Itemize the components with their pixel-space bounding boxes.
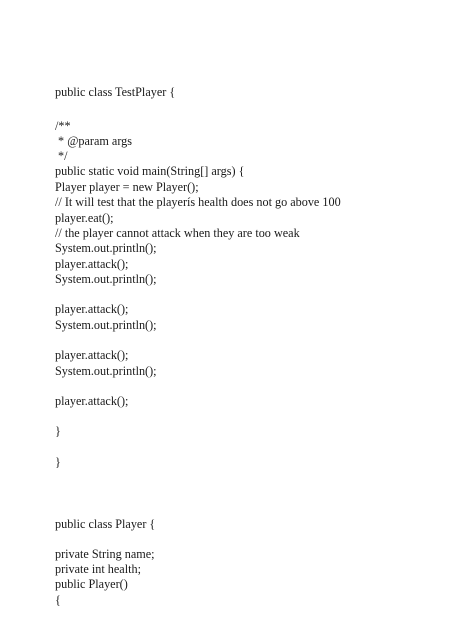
code-line-println: System.out.println(); <box>55 318 157 332</box>
code-line-attack: player.attack(); <box>55 257 129 271</box>
code-line-javadoc-close: */ <box>55 149 68 163</box>
code-line-attack: player.attack(); <box>55 348 129 362</box>
code-line-open-brace: { <box>55 593 61 607</box>
code-line-closing-brace: } <box>55 424 61 438</box>
code-line-field-health: private int health; <box>55 562 141 576</box>
code-line-constructor: public Player() <box>55 577 128 591</box>
code-line-main-signature: public static void main(String[] args) { <box>55 164 245 178</box>
code-line-javadoc-param: * @param args <box>55 134 132 148</box>
code-line-comment-weak: // the player cannot attack when they are too weak <box>55 226 300 240</box>
code-line-comment-health: // It will test that the playerís health does not go above 100 <box>55 195 341 209</box>
code-line-println: System.out.println(); <box>55 241 157 255</box>
code-line-closing-brace: } <box>55 455 61 469</box>
code-line-class-player: public class Player { <box>55 517 156 531</box>
code-line-attack: player.attack(); <box>55 394 129 408</box>
code-line-println: System.out.println(); <box>55 272 157 286</box>
code-line-field-name: private String name; <box>55 547 155 561</box>
code-line-new-player: Player player = new Player(); <box>55 180 199 194</box>
code-line-javadoc-open: /** <box>55 119 71 133</box>
code-line-class-testplayer: public class TestPlayer { <box>55 85 176 99</box>
code-line-attack: player.attack(); <box>55 302 129 316</box>
code-line-println: System.out.println(); <box>55 364 157 378</box>
code-line-eat: player.eat(); <box>55 211 114 225</box>
